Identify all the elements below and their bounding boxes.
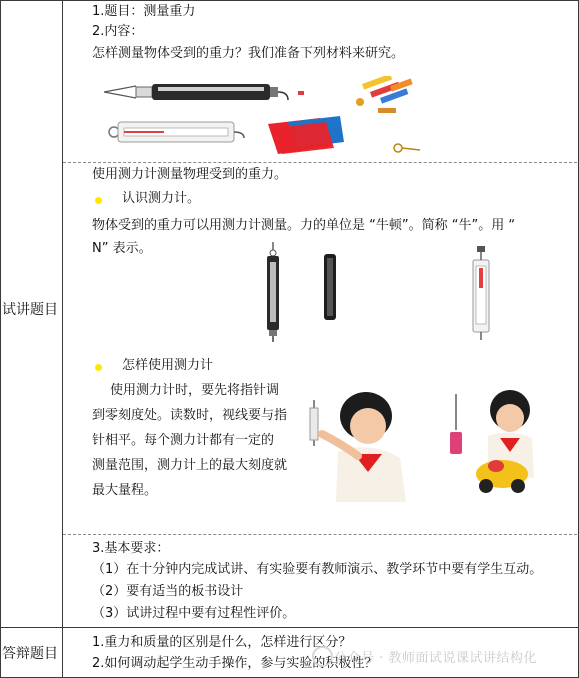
- wechat-logo-icon: [312, 646, 333, 667]
- bullet2-text-line3: 针相平。每个测力计都有一定的: [92, 433, 275, 448]
- cylinder-scale-image: [324, 254, 336, 320]
- bullet2-text-line5: 最大量程。: [92, 483, 158, 498]
- section-divider-2: [63, 534, 577, 535]
- vertical-tube-scale-image: [267, 242, 279, 342]
- requirement-item-1: （1）在十分钟内完成试讲、有实验要有教师演示、教学环节中要有学生互动。: [92, 562, 543, 577]
- bullet2-text-line4: 测量范围，测力计上的最大刻度就: [92, 458, 288, 473]
- table-column-divider: [62, 0, 63, 678]
- bullet1-text-line2: N” 表示。: [92, 241, 152, 256]
- section-divider-1: [63, 162, 577, 163]
- trial-topic-label: 试讲题目: [2, 302, 58, 318]
- children-using-scale-photos: [296, 382, 546, 502]
- requirement-item-3: （3）试讲过程中要有过程性评价。: [92, 606, 296, 621]
- bullet1-title: 认识测力计。: [122, 191, 201, 206]
- defense-question-2: 2.如何调动起学生动手操作，参与实验的积极性？: [92, 656, 378, 671]
- content-label: 2.内容：: [92, 24, 144, 39]
- bullet-dot-1: [95, 197, 102, 204]
- bullet-dot-2: [95, 364, 102, 371]
- bullet2-text-line1: 使用测力计时，要先将指针调: [110, 383, 280, 398]
- plate-spring-scale-image: [109, 122, 244, 142]
- bullet1-text-line1: 物体受到的重力可以用测力计测量。力的单位是 “牛顿”。简称 “牛”。用 “: [92, 218, 516, 233]
- section2-intro: 使用测力计测量物理受到的重力。: [92, 167, 288, 182]
- paper-sheets-image: [268, 116, 344, 154]
- weights-image: [298, 76, 413, 113]
- key-image: [394, 144, 420, 152]
- topic-title: 1.题目：测量重力: [92, 4, 196, 19]
- dynamometer-illustrations: [255, 242, 535, 350]
- table-border-left: [0, 0, 1, 678]
- watermark-text: 公众号 · 教师面试说课试讲结构化: [334, 651, 537, 666]
- defense-question-1: 1.重力和质量的区别是什么，怎样进行区分？: [92, 635, 352, 650]
- table-row-divider: [0, 627, 579, 628]
- requirement-item-2: （2）要有适当的板书设计: [92, 584, 244, 599]
- tube-spring-scale-image: [104, 84, 288, 100]
- girl-reading-scale-image: [310, 392, 406, 502]
- materials-illustration: [100, 76, 430, 156]
- requirements-title: 3.基本要求：: [92, 541, 170, 556]
- table-border-top: [0, 0, 579, 1]
- bullet2-text-line2: 到零刻度处。读数时，视线要与指: [92, 408, 288, 423]
- research-question: 怎样测量物体受到的重力？我们准备下列材料来研究。: [92, 46, 405, 61]
- defense-topic-label: 答辩题目: [2, 646, 58, 662]
- girl-with-toy-car-image: [450, 390, 534, 493]
- bullet2-title: 怎样使用测力计: [122, 358, 214, 373]
- plate-scale-vertical-image: [473, 246, 489, 340]
